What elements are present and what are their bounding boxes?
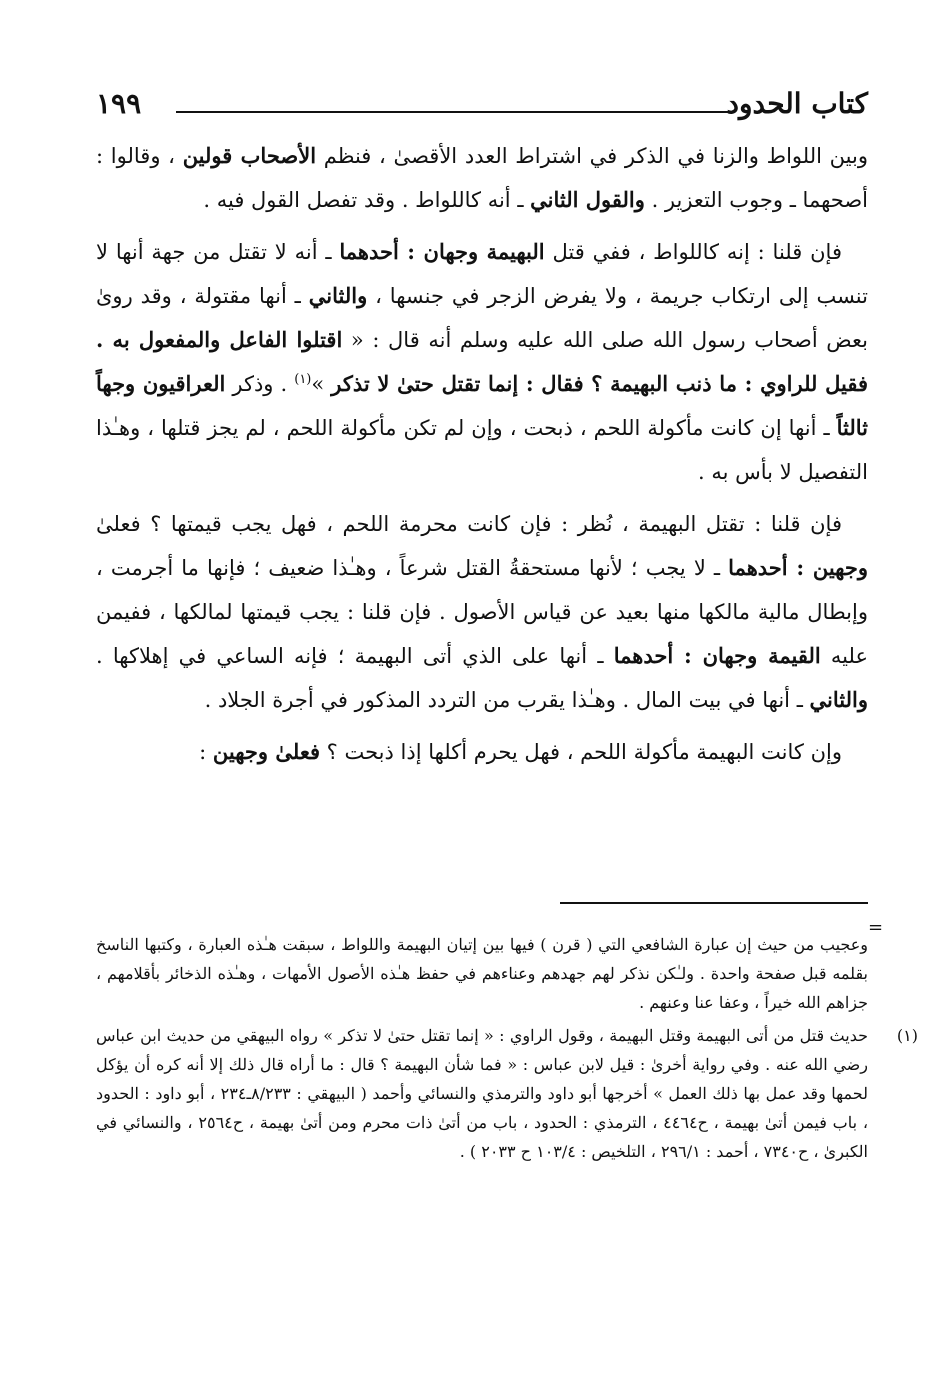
bold-run: وجهين : أحدهما [728, 555, 868, 580]
text-run: وإن كانت البهيمة مأكولة اللحم ، فهل يحرم أكلها إذا ذبحت ؟ [319, 740, 842, 764]
text-run: ـ لا يجب ؛ لأنها مستحقةُ القتل شرعاً ، وهـٰذا ضعيف ؛ فإنها ما أجرمت ، وإبطال مالية مالكها منها بعيد عن قياس الأصول . فإن قلنا : يجب قيمتها لمالكها ، ففيمن عليه [96, 556, 868, 668]
footnote-1 [96, 1021, 918, 1166]
bold-run: والقول الثاني [530, 187, 645, 212]
bold-run: والثاني [809, 687, 868, 712]
book-title: كتاب الحدود [726, 87, 868, 120]
paragraph-3 [96, 502, 868, 722]
bold-run: اقتلوا الفاعل والمفعول به . فقيل للراوي : ما ذنب البهيمة ؟ فقال : إنما تقتل حتىٰ لا تذكر [96, 327, 869, 396]
text-run: » [311, 372, 332, 396]
paragraph-4 [96, 730, 868, 774]
bold-run: البهيمة وجهان : أحدهما [339, 239, 545, 264]
paragraph-2 [96, 230, 868, 494]
text-run: فإن قلنا : إنه كاللواط ، ففي قتل [544, 240, 842, 264]
page-number: ١٩٩ [96, 87, 142, 120]
footnote-separator [560, 902, 868, 904]
text-run: . وذكر [225, 372, 295, 396]
running-header [96, 84, 868, 124]
footnote-number: (١) [896, 1026, 918, 1045]
header-rule [176, 111, 728, 113]
paragraph-1 [96, 134, 868, 222]
text-run: ـ أنها إن كانت مأكولة اللحم ، ذبحت ، وإن لم تكن مأكولة اللحم ، لم يجز قتلها ، وهـٰذا التفصيل لا بأس به . [96, 416, 868, 484]
text-run: وبين اللواط والزنا في الذكر في اشتراط العدد الأقصىٰ ، فنظم [316, 144, 868, 168]
text-run: ـ أنها في بيت المال . وهـٰذا يقرب من التردد المذكور في أجرة الجلاد . [204, 688, 810, 712]
main-text [96, 134, 868, 782]
bold-run: القيمة وجهان : أحدهما [613, 643, 821, 668]
footnote-text: حديث قتل من أتى البهيمة وقتل البهيمة ، وقول الراوي : « إنما تقتل حتىٰ لا تذكر » رواه البيهقي من حديث ابن عباس رضي الله عنه . وفي رواية أخرىٰ : قيل لابن عباس : « فما شأن البهيمة ؟ قال : ما أراه قال ذلك إلا أنه كره أن يؤكل لحمها وقد عمل بها ذلك العمل » أخرجها أبو داود والترمذي والنسائي وأحمد ( البيهقي : ٨/٢٣٣ـ٢٣٤ ، أبو داود : الحدود ، باب فيمن أتىٰ بهيمة ، ح٤٤٦٤ ، الترمذي : الحدود ، باب من أتىٰ ذات محرم ومن أتىٰ بهيمة ، ح٢٥٦٤ ، والنسائي في الكبرىٰ ، ح٧٣٤٠ ، أحمد : ٢٩٦/١ ، التلخيص : ١٠٣/٤ ح ٢٠٣٣ ) . [96, 1026, 869, 1161]
text-run: فإن قلنا : تقتل البهيمة ، نُظر : فإن كانت محرمة اللحم ، فهل يجب قيمتها ؟ فعلىٰ [96, 512, 842, 536]
bold-run: العراقيون وجهاً ثالثاً [96, 371, 868, 440]
bold-run: الأصحاب قولين [182, 143, 317, 168]
text-run: ـ أنه لا تقتل من جهة أنها لا تنسب إلى ارتكاب جريمة ، ولا يفرض الزجر في جنسها ، [96, 240, 868, 308]
text-run: : [199, 740, 213, 764]
footnote-continuation: وعجيب من حيث إن عبارة الشافعي التي ( قرن ) فيها بين إتيان البهيمة واللواط ، سبقت هـٰذه العبارة ، وكتبها الناسخ بقلمه قبل صفحة واحدة . ولـٰكن نذكر لهم جهدهم وعناءهم في حفظ هـٰذه الأصول الأمهات ، وهـٰذه الذخائر بأقلامهم ، جزاهم الله خيراً ، وعفا عنا وعنهم . [96, 935, 869, 1012]
text-run: ، وقالوا : أصحهما ـ وجوب التعزير . [96, 144, 868, 212]
footnote-reference[interactable]: (١) [294, 372, 312, 387]
text-run: ـ أنها على الذي أتى البهيمة ؛ فإنه الساعي في إهلاكها . [96, 644, 614, 668]
bold-run: فعلىٰ وجهين [212, 739, 320, 764]
footnotes [96, 930, 918, 1166]
footnote-continuation-mark: = [868, 917, 884, 938]
bold-run: والثاني [308, 283, 368, 308]
text-run: ـ أنها مقتولة ، وقد روىٰ بعض أصحاب رسول الله صلى الله عليه وسلم أنه قال : « [96, 284, 868, 352]
text-run: ـ أنه كاللواط . وقد تفصل القول فيه . [203, 188, 531, 212]
